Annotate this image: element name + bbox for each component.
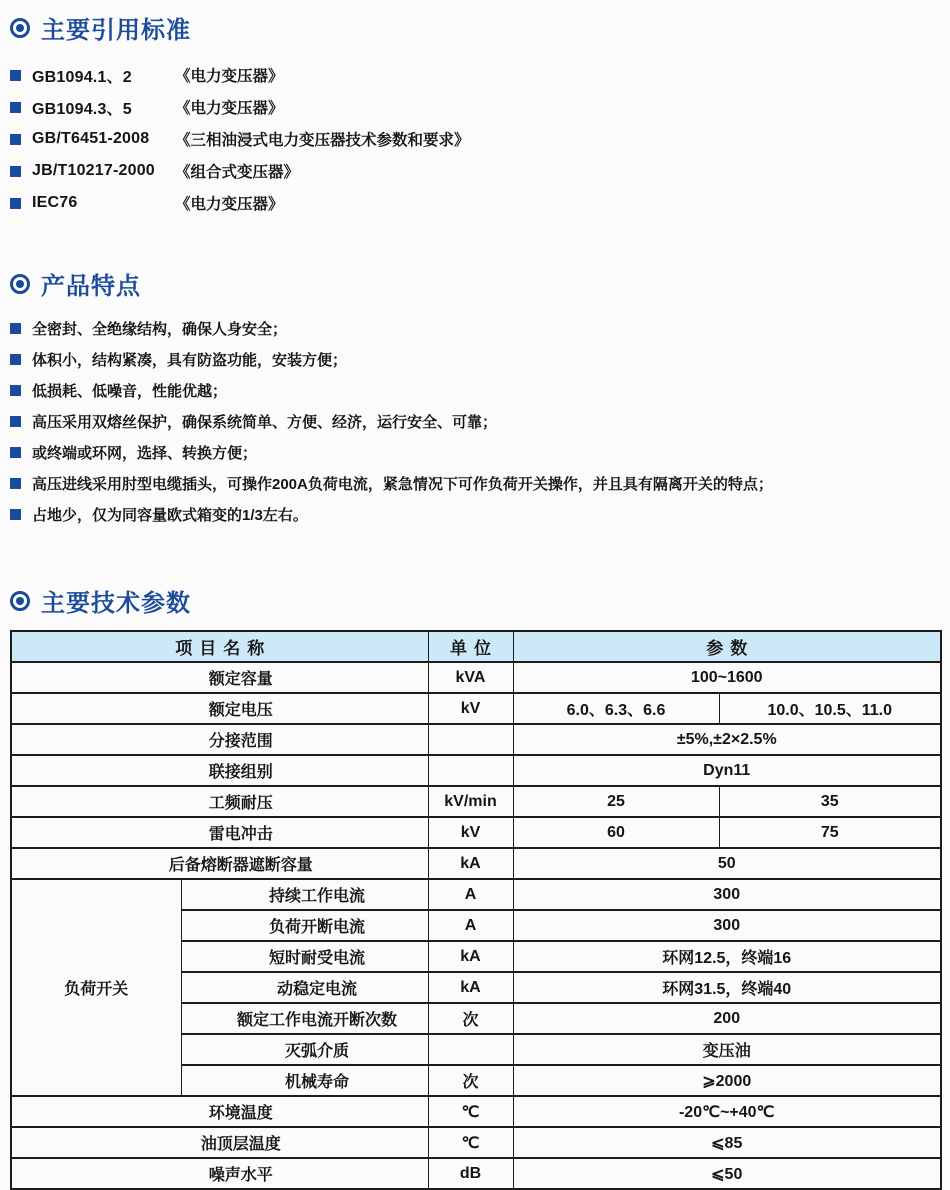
section-title-parameters [10, 583, 940, 618]
param-label: 工频耐压 [11, 786, 428, 817]
header-unit: 单位 [428, 631, 513, 662]
param-label: 油顶层温度 [11, 1127, 428, 1158]
parameters-table-wrapper [10, 630, 940, 1190]
param-label: 雷电冲击 [11, 817, 428, 848]
bullseye-icon [10, 591, 30, 611]
param-value: 50 [513, 848, 941, 879]
header-item-name: 项目名称 [11, 631, 428, 662]
feature-text: 高压采用双熔丝保护，确保系统简单、方便、经济，运行安全、可靠； [32, 414, 498, 431]
param-label: 额定容量 [11, 662, 428, 693]
table-row [11, 1158, 941, 1189]
features-list [10, 313, 940, 530]
square-bullet-icon [10, 134, 21, 145]
param-value: 环网12.5，终端16 [513, 941, 941, 972]
section-title-standards [10, 10, 940, 45]
section-title-features [10, 266, 940, 301]
param-label: 动稳定电流 [181, 972, 428, 1003]
square-bullet-icon [10, 70, 21, 81]
param-unit: A [428, 910, 513, 941]
feature-text: 占地少，仅为同容量欧式箱变的1/3左右。 [32, 507, 308, 524]
param-label: 负荷开断电流 [181, 910, 428, 941]
standard-item [10, 187, 940, 219]
standard-code: GB1094.3、5 [32, 100, 132, 118]
feature-item [10, 468, 940, 499]
param-unit: kV [428, 693, 513, 724]
table-row [11, 1127, 941, 1158]
param-label: 噪声水平 [11, 1158, 428, 1189]
param-unit [428, 724, 513, 755]
param-unit: ℃ [428, 1096, 513, 1127]
feature-text: 或终端或环网，选择、转换方便； [32, 445, 258, 462]
standard-item [10, 59, 940, 91]
section-title-text: 产品特点 [41, 273, 141, 300]
standard-name: 《电力变压器》 [175, 100, 284, 117]
param-value: 变压油 [513, 1034, 941, 1065]
square-bullet-icon [10, 323, 21, 334]
param-unit [428, 1034, 513, 1065]
standard-name: 《电力变压器》 [175, 68, 284, 85]
feature-text: 低损耗、低噪音，性能优越； [32, 383, 228, 400]
standards-list [10, 59, 940, 219]
standard-name: 《三相油浸式电力变压器技术参数和要求》 [175, 132, 470, 149]
group-label: 负荷开关 [11, 879, 181, 1096]
square-bullet-icon [10, 385, 21, 396]
param-value: 300 [513, 879, 941, 910]
param-unit: kA [428, 972, 513, 1003]
param-unit: 次 [428, 1065, 513, 1096]
param-unit: kA [428, 848, 513, 879]
param-value-left: 6.0、6.3、6.6 [513, 693, 719, 724]
param-unit: kV/min [428, 786, 513, 817]
param-value: 环网31.5，终端40 [513, 972, 941, 1003]
table-row [11, 1096, 941, 1127]
standard-item [10, 155, 940, 187]
param-value: ⩽85 [513, 1127, 941, 1158]
table-row [11, 662, 941, 693]
param-unit [428, 755, 513, 786]
param-label: 额定电压 [11, 693, 428, 724]
param-value-right: 75 [719, 817, 941, 848]
table-row [11, 848, 941, 879]
param-label: 灭弧介质 [181, 1034, 428, 1065]
square-bullet-icon [10, 198, 21, 209]
feature-item [10, 499, 940, 530]
table-row [11, 724, 941, 755]
table-row [11, 817, 941, 848]
header-param: 参数 [513, 631, 941, 662]
standard-item [10, 91, 940, 123]
feature-item [10, 344, 940, 375]
feature-item [10, 375, 940, 406]
square-bullet-icon [10, 102, 21, 113]
standard-item [10, 123, 940, 155]
standard-code: GB/T6451-2008 [32, 130, 150, 147]
param-unit: dB [428, 1158, 513, 1189]
param-label: 联接组别 [11, 755, 428, 786]
param-value: -20℃~+40℃ [513, 1096, 941, 1127]
section-title-text: 主要引用标准 [41, 17, 191, 44]
table-row [11, 786, 941, 817]
param-value: ⩽50 [513, 1158, 941, 1189]
standard-code: GB1094.1、2 [32, 68, 132, 86]
square-bullet-icon [10, 478, 21, 489]
param-label: 后备熔断器遮断容量 [11, 848, 428, 879]
param-label: 短时耐受电流 [181, 941, 428, 972]
param-label: 分接范围 [11, 724, 428, 755]
standard-name: 《电力变压器》 [175, 196, 284, 213]
feature-item [10, 406, 940, 437]
param-value: Dyn11 [513, 755, 941, 786]
square-bullet-icon [10, 354, 21, 365]
param-label: 机械寿命 [181, 1065, 428, 1096]
param-unit: ℃ [428, 1127, 513, 1158]
feature-text: 全密封、全绝缘结构，确保人身安全； [32, 321, 288, 338]
square-bullet-icon [10, 166, 21, 177]
param-unit: A [428, 879, 513, 910]
param-value: 100~1600 [513, 662, 941, 693]
bullseye-icon [10, 18, 30, 38]
feature-text: 高压进线采用肘型电缆插头，可操作200A负荷电流，紧急情况下可作负荷开关操作，并且具有隔离开关的特点； [32, 476, 773, 493]
feature-text: 体积小，结构紧凑，具有防盗功能，安装方便； [32, 352, 348, 369]
param-value-right: 10.0、10.5、11.0 [719, 693, 941, 724]
square-bullet-icon [10, 447, 21, 458]
param-unit: kA [428, 941, 513, 972]
standard-code: JB/T10217-2000 [32, 162, 155, 179]
table-row [11, 693, 941, 724]
param-label: 持续工作电流 [181, 879, 428, 910]
param-value: ⩾2000 [513, 1065, 941, 1096]
table-row [11, 755, 941, 786]
param-unit: kV [428, 817, 513, 848]
feature-item [10, 313, 940, 344]
param-value-left: 60 [513, 817, 719, 848]
parameters-table [10, 630, 942, 1190]
param-value-right: 35 [719, 786, 941, 817]
square-bullet-icon [10, 416, 21, 427]
param-unit: 次 [428, 1003, 513, 1034]
param-value: ±5%,±2×2.5% [513, 724, 941, 755]
param-label: 环境温度 [11, 1096, 428, 1127]
param-value-left: 25 [513, 786, 719, 817]
section-title-text: 主要技术参数 [41, 590, 191, 617]
param-unit: kVA [428, 662, 513, 693]
param-label: 额定工作电流开断次数 [181, 1003, 428, 1034]
table-row [11, 879, 941, 910]
param-value: 300 [513, 910, 941, 941]
feature-item [10, 437, 940, 468]
table-header-row [11, 631, 941, 662]
square-bullet-icon [10, 509, 21, 520]
bullseye-icon [10, 274, 30, 294]
standard-name: 《组合式变压器》 [175, 164, 300, 181]
standard-code: IEC76 [32, 194, 78, 211]
param-value: 200 [513, 1003, 941, 1034]
